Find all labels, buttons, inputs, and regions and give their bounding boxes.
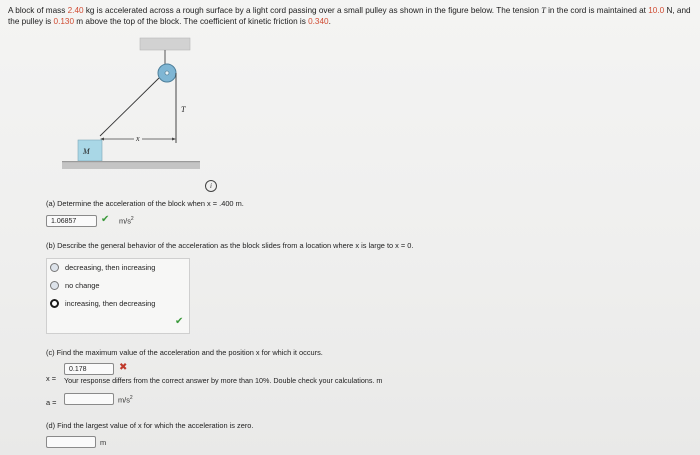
block-M [78,140,102,161]
choice-decreasing-then-increasing[interactable] [50,263,155,272]
radio-button-selected[interactable] [50,299,59,308]
part-c-feedback [64,376,382,385]
part-a-answer-input[interactable]: 1.06857 [46,215,97,227]
part-a-question: (a) Determine the acceleration of the block when x = .400 m. [46,199,244,208]
mass-value: 2.40 [67,6,84,15]
choice-label: decreasing, then increasing [65,263,156,272]
part-c-x-input[interactable]: 0.178 [64,363,114,375]
choice-label: increasing, then decreasing [65,299,156,308]
intro-text-6: . [328,17,331,26]
radio-button[interactable] [50,281,59,290]
pulley-figure [60,30,230,190]
problem-statement [8,5,692,27]
cord-diagonal [100,78,159,136]
part-b-check-icon: ✔ [175,316,184,327]
part-c-a-unit-base: m/s [118,395,130,405]
ground-edge [62,161,200,162]
intro-text-5: m above the top of the block. The coefficient of kinetic friction is [74,17,309,26]
part-c-x-label: x = [46,374,57,383]
part-b-question: (b) Describe the general behavior of the acceleration as the block slides from a location where x is large to x = 0. [46,241,414,250]
label-M: M [83,147,90,156]
part-d-input[interactable] [46,436,96,448]
choice-increasing-then-decreasing[interactable] [50,299,155,308]
choice-no-change[interactable] [50,281,100,290]
part-c-a-unit-exp: 2 [129,395,133,401]
intro-text-4: N, and the pulley is [8,6,691,26]
label-x: x [136,134,140,143]
part-c-x-cross-icon: ✖ [119,362,128,373]
tension-symbol: T [541,6,546,15]
height-value: 0.130 [53,17,75,26]
tension-value: 10.0 [648,6,665,15]
intro-text-2: kg is accelerated across a rough surface by a light cord passing over a small pulley as shown in the figure below. The tension [83,6,542,15]
part-a-unit [119,216,134,225]
info-icon[interactable]: i [205,180,217,192]
part-c-x-unit: m [376,376,383,385]
radio-button[interactable] [50,263,59,272]
part-c-a-unit [118,395,133,404]
part-a-check-icon: ✔ [101,214,110,225]
part-b-choice-group [46,258,190,334]
part-c-question: (c) Find the maximum value of the acceleration and the position x for which it occurs. [46,348,323,357]
mu-value: 0.340 [308,17,329,26]
label-T: T [181,105,186,114]
part-c-a-label: a = [46,398,57,407]
part-d-question: (d) Find the largest value of x for which the acceleration is zero. [46,421,254,430]
choice-label: no change [65,281,100,290]
intro-text-1: A block of mass [8,6,68,15]
pulley-axle [165,71,169,75]
part-a-unit-exp: 2 [130,216,134,222]
intro-text-3: in the cord is maintained at [545,6,649,15]
part-a-unit-base: m/s [119,216,131,226]
part-d-unit: m [100,438,107,447]
part-c-a-input[interactable] [64,393,114,405]
part-c-feedback-text: Your response differs from the correct answer by more than 10%. Double check your calculations. [64,376,375,385]
ceiling-mount [140,38,190,50]
x-arrow-right [172,138,176,141]
